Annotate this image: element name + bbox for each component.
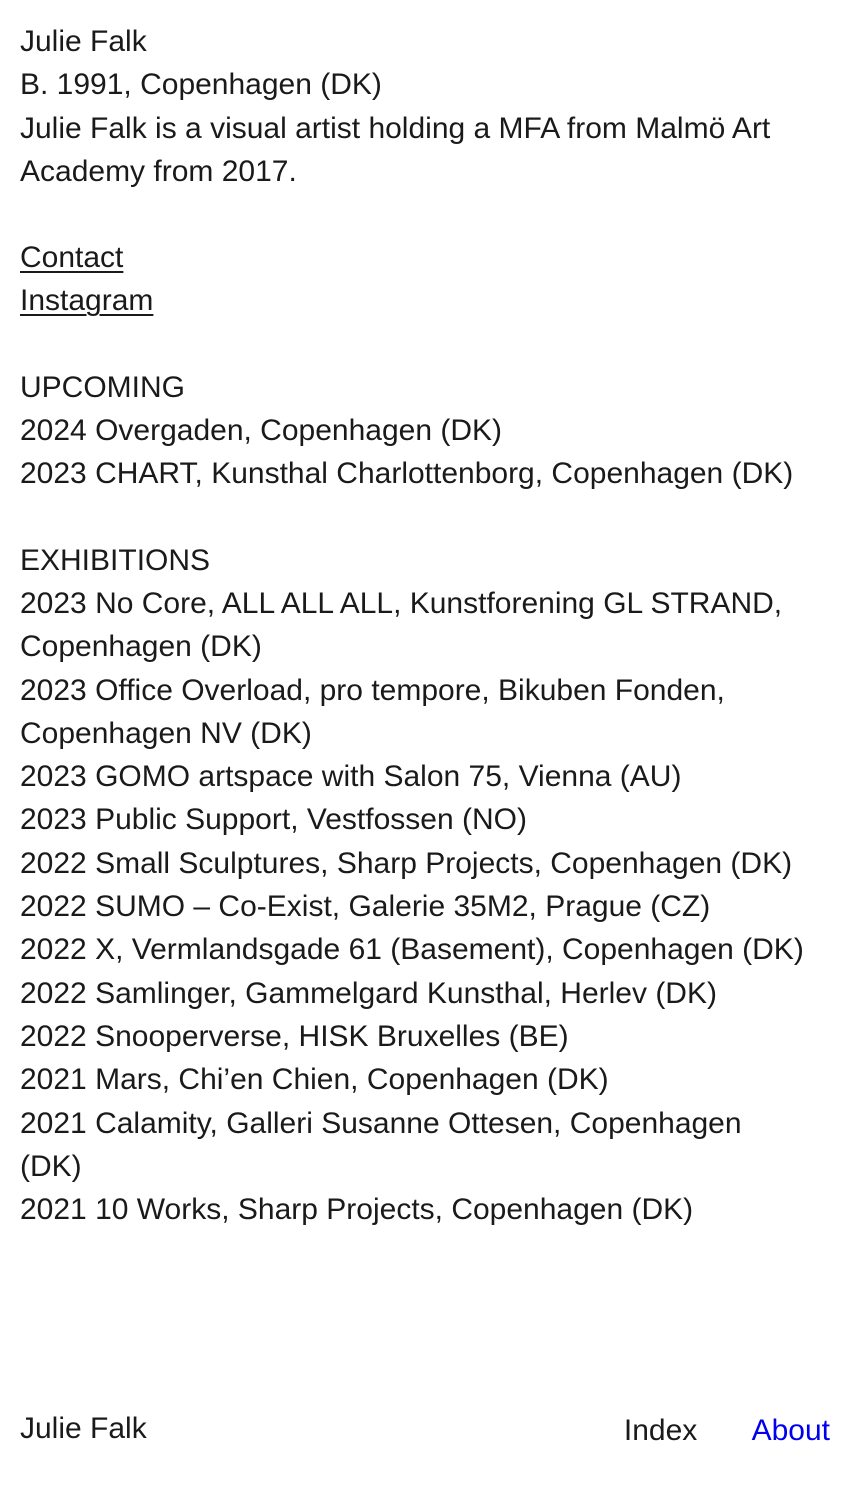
- artist-bio: Julie Falk is a visual artist holding a MFA from Malmö Art Academy from 2017.: [20, 111, 771, 188]
- instagram-row: [20, 279, 810, 322]
- upcoming-item: 2024 Overgaden, Copenhagen (DK): [20, 414, 502, 448]
- footer-bar: [0, 1404, 850, 1454]
- nav-about-link[interactable]: About: [751, 1414, 830, 1447]
- exhibition-item: 2022 SUMO – Co-Exist, Galerie 35M2, Prague (CZ): [20, 890, 711, 924]
- exhibition-item: 2022 Small Sculptures, Sharp Projects, Copenhagen (DK): [20, 846, 793, 880]
- artist-birth: B. 1991, Copenhagen (DK): [20, 68, 382, 102]
- exhibition-item: 2023 Public Support, Vestfossen (NO): [20, 803, 527, 837]
- exhibition-item: 2022 X, Vermlandsgade 61 (Basement), Copenhagen (DK): [20, 933, 804, 967]
- exhibition-item: 2021 Calamity, Galleri Susanne Ottesen, Copenhagen (DK): [20, 1106, 742, 1183]
- spacer: [20, 193, 810, 236]
- exhibitions-heading: EXHIBITIONS: [20, 543, 211, 577]
- spacer: [20, 323, 810, 366]
- upcoming-item: 2023 CHART, Kunsthal Charlottenborg, Copenhagen (DK): [20, 457, 794, 491]
- exhibition-item: 2021 Mars, Chi’en Chien, Copenhagen (DK): [20, 1063, 609, 1097]
- footer-artist-name: Julie Falk: [20, 1412, 147, 1445]
- exhibition-item: 2023 No Core, ALL ALL ALL, Kunstforening GL STRAND, Copenhagen (DK): [20, 586, 783, 664]
- contact-link[interactable]: Contact: [20, 241, 124, 275]
- exhibition-item: 2022 Snooperverse, HISK Bruxelles (BE): [20, 1019, 569, 1053]
- footer-nav: [578, 1409, 830, 1452]
- main-content: [20, 20, 810, 1366]
- exhibition-item: 2023 Office Overload, pro tempore, Bikuben Fonden, Copenhagen NV (DK): [20, 673, 725, 750]
- contact-row: [20, 236, 810, 279]
- exhibition-item: 2022 Samlinger, Gammelgard Kunsthal, Herlev (DK): [20, 976, 717, 1010]
- artist-name: Julie Falk: [20, 25, 147, 58]
- nav-index-link[interactable]: Index: [623, 1414, 698, 1447]
- exhibition-item: 2023 GOMO artspace with Salon 75, Vienna (AU): [20, 760, 682, 794]
- upcoming-heading: UPCOMING: [20, 370, 185, 404]
- spacer: [20, 496, 810, 539]
- exhibition-item: 2021 10 Works, Sharp Projects, Copenhagen (DK): [20, 1193, 694, 1227]
- instagram-link[interactable]: Instagram: [20, 284, 154, 318]
